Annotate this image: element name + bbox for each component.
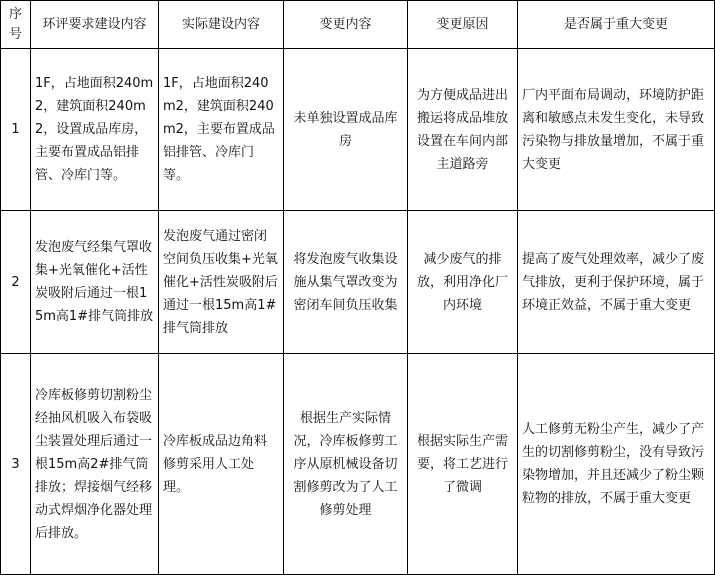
actual-cell: 发泡废气通过密闭空间负压收集+光氧催化+活性炭吸附后通过一根15m高1#排气筒排放	[159, 211, 284, 354]
change-reason-cell: 减少废气的排放，利用净化厂内环境	[408, 211, 518, 354]
change-reason-cell: 根据实际生产需要，将工艺进行了微调	[408, 354, 518, 575]
row-number: 2	[1, 211, 31, 354]
table-row	[1, 354, 715, 575]
actual-cell: 冷库板成品边角料修剪采用人工处理。	[159, 354, 284, 575]
header-change-reason: 变更原因	[408, 1, 518, 49]
header-major-change: 是否属于重大变更	[518, 1, 715, 49]
major-change-cell: 人工修剪无粉尘产生，减少了产生的切割修剪粉尘，没有导致污染物增加，并且还减少了粉尘颗粒物的排放，不属于重大变更	[518, 354, 715, 575]
header-actual: 实际建设内容	[159, 1, 284, 49]
change-reason-cell: 为方便成品进出搬运将成品堆放设置在车间内部主道路旁	[408, 49, 518, 211]
header-row	[1, 1, 715, 49]
actual-cell: 1F，占地面积240m2，建筑面积240m2，主要布置成品铝排管、冷库门等。	[159, 49, 284, 211]
major-change-cell: 厂内平面布局调动，环境防护距离和敏感点未发生变化，未导致污染物与排放量增加，不属于重大变更	[518, 49, 715, 211]
change-content-cell: 根据生产实际情况，冷库板修剪工序从原机械设备切割修剪改为了人工修剪处理	[284, 354, 408, 575]
header-no: 序号	[1, 1, 31, 49]
row-number: 3	[1, 354, 31, 575]
header-requirement: 环评要求建设内容	[31, 1, 159, 49]
requirement-cell: 冷库板修剪切割粉尘经抽风机吸入布袋吸尘装置处理后通过一根15m高2#排气筒排放；焊接烟气经移动式焊烟净化器处理后排放。	[31, 354, 159, 575]
table-row	[1, 49, 715, 211]
requirement-cell: 1F，占地面积240m2，建筑面积240m2，设置成品库房，主要布置成品铝排管、冷库门等。	[31, 49, 159, 211]
major-change-cell: 提高了废气处理效率，减少了废气排放，更利于保护环境，属于环境正效益，不属于重大变更	[518, 211, 715, 354]
requirement-cell: 发泡废气经集气罩收集+光氧催化+活性炭吸附后通过一根15m高1#排气筒排放	[31, 211, 159, 354]
header-change-content: 变更内容	[284, 1, 408, 49]
change-content-cell: 未单独设置成品库房	[284, 49, 408, 211]
change-content-cell: 将发泡废气收集设施从集气罩改变为密闭车间负压收集	[284, 211, 408, 354]
row-number: 1	[1, 49, 31, 211]
table-row	[1, 211, 715, 354]
